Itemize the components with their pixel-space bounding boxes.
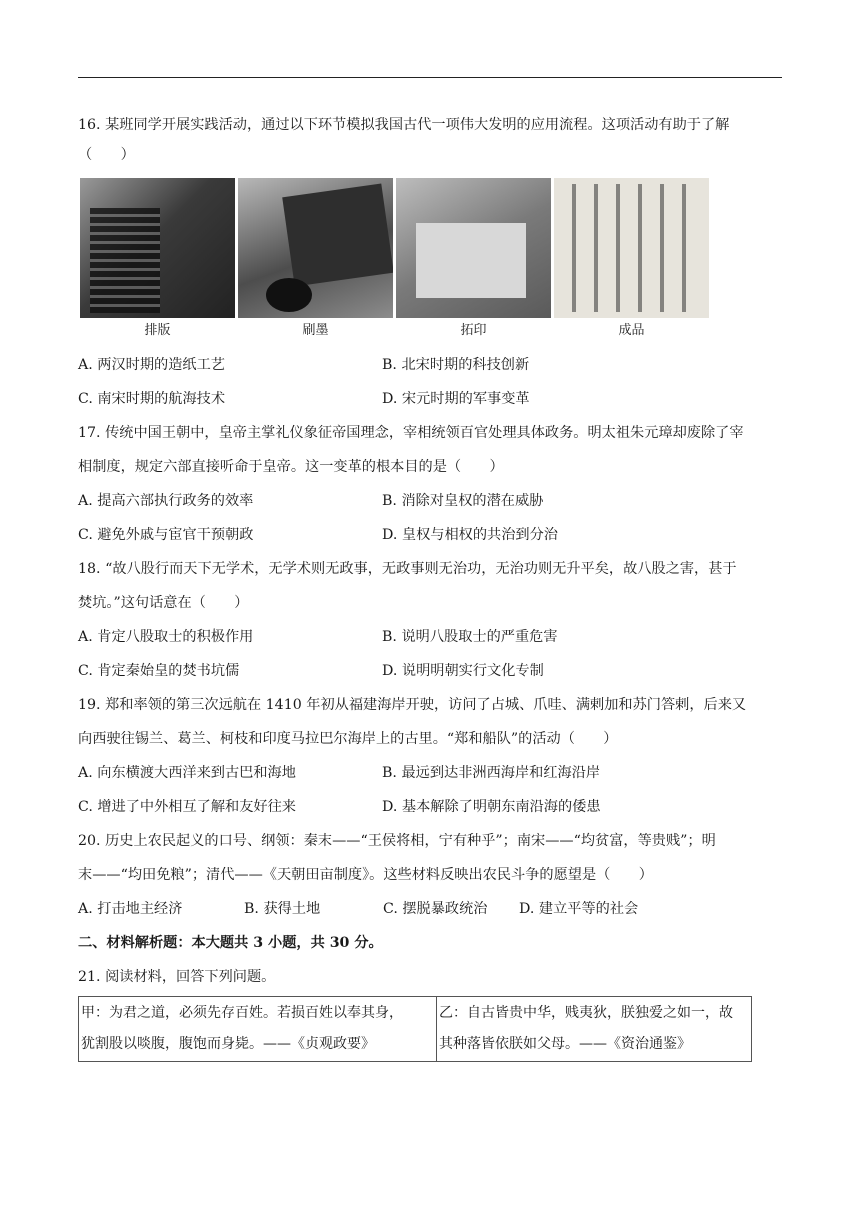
q16-stem-line1: 16. 某班同学开展实践活动，通过以下环节模拟我国古代一项伟大发明的应用流程。这项活动有助于了解 xyxy=(78,117,730,133)
material-b-line2: 其种落皆依朕如父母。——《资治通鉴》 xyxy=(439,1036,691,1052)
question-19 xyxy=(78,688,783,824)
question-17 xyxy=(78,416,783,552)
q18-options-row2 xyxy=(78,654,783,688)
section-heading: 二、材料解析题：本大题共 3 小题，共 30 分。 xyxy=(78,935,383,951)
q20-stem-line2: 末——“均田免粮”；清代——《天朝田亩制度》。这些材料反映出农民斗争的愿望是（ ） xyxy=(78,867,653,883)
caption-typesetting: 排版 xyxy=(144,323,171,338)
q20-options-row xyxy=(78,892,783,926)
q17-options-row2 xyxy=(78,518,783,552)
q16-option-c[interactable]: C. 南宋时期的航海技术 xyxy=(78,391,226,407)
q16-option-d[interactable]: D. 宋元时期的军事变革 xyxy=(382,391,530,407)
q16-options-row2 xyxy=(78,382,783,416)
q19-option-a[interactable]: A. 向东横渡大西洋来到古巴和海地 xyxy=(78,765,296,781)
q21-stem: 21. 阅读材料，回答下列问题。 xyxy=(78,969,276,985)
q18-option-d[interactable]: D. 说明明朝实行文化专制 xyxy=(382,663,544,679)
question-20 xyxy=(78,824,783,926)
q20-stem-line1: 20. 历史上农民起义的口号、纲领：秦末——“王侯将相，宁有种乎”；南宋——“均贫富，等贵贱”；明 xyxy=(78,833,716,849)
q18-stem-line1: 18. “故八股行而天下无学术，无学术则无政事，无政事则无治功，无治功则无升平矣，故八股之害，甚于 xyxy=(78,561,737,577)
typesetting-photo xyxy=(80,178,235,318)
q18-options-row1 xyxy=(78,620,783,654)
q18-option-a[interactable]: A. 肯定八股取士的积极作用 xyxy=(78,629,254,645)
finished-print-photo xyxy=(554,178,709,318)
q20-option-d[interactable]: D. 建立平等的社会 xyxy=(519,901,639,917)
q20-option-a[interactable]: A. 打击地主经济 xyxy=(78,901,183,917)
material-b-cell xyxy=(437,997,752,1062)
q17-stem-line2: 相制度，规定六部直接听命于皇帝。这一变革的根本目的是（ ） xyxy=(78,459,504,475)
q17-stem-line1: 17. 传统中国王朝中，皇帝主掌礼仪象征帝国理念，宰相统领百官处理具体政务。明太祖朱元璋却废除了宰 xyxy=(78,425,744,441)
q21-material-table xyxy=(78,996,752,1062)
q17-option-c[interactable]: C. 避免外戚与宦官干预朝政 xyxy=(78,527,254,543)
material-b-line1: 乙：自古皆贵中华，贱夷狄，朕独爱之如一，故 xyxy=(439,1005,733,1021)
q17-option-d[interactable]: D. 皇权与相权的共治到分治 xyxy=(382,527,558,543)
q19-options-row2 xyxy=(78,790,783,824)
q19-stem-line2: 向西驶往锡兰、葛兰、柯枝和印度马拉巴尔海岸上的古里。“郑和船队”的活动（ ） xyxy=(78,731,618,747)
q19-option-b[interactable]: B. 最远到达非洲西海岸和红海沿岸 xyxy=(382,765,601,781)
q17-options-row1 xyxy=(78,484,783,518)
material-a-cell xyxy=(79,997,437,1062)
q18-stem-line2: 焚坑。”这句话意在（ ） xyxy=(78,595,249,611)
q16-option-a[interactable]: A. 两汉时期的造纸工艺 xyxy=(78,357,225,373)
question-21 xyxy=(78,960,783,1062)
q17-option-b[interactable]: B. 消除对皇权的潜在威胁 xyxy=(382,493,544,509)
rubbing-photo xyxy=(396,178,551,318)
q16-stem-line2: （ ） xyxy=(78,147,135,163)
q18-option-b[interactable]: B. 说明八股取士的严重危害 xyxy=(382,629,558,645)
question-16 xyxy=(78,108,783,416)
exam-page xyxy=(78,108,783,1062)
q20-option-b[interactable]: B. 获得土地 xyxy=(244,901,321,917)
q17-option-a[interactable]: A. 提高六部执行政务的效率 xyxy=(78,493,254,509)
q20-option-c[interactable]: C. 摆脱暴政统治 xyxy=(383,901,488,917)
material-a-line2: 犹割股以啖腹，腹饱而身毙。——《贞观政要》 xyxy=(81,1036,375,1052)
q16-photo-captions xyxy=(80,318,783,348)
q19-stem-line1: 19. 郑和率领的第三次远航在 1410 年初从福建海岸开驶，访问了占城、爪哇、满剌加和苏门答剌，后来又 xyxy=(78,697,747,713)
caption-finished: 成品 xyxy=(618,323,645,338)
q16-photo-strip xyxy=(80,178,783,318)
inking-photo xyxy=(238,178,393,318)
material-a-line1: 甲：为君之道，必须先存百姓。若损百姓以奉其身， xyxy=(81,1005,403,1021)
caption-inking: 刷墨 xyxy=(302,323,329,338)
q16-option-b[interactable]: B. 北宋时期的科技创新 xyxy=(382,357,530,373)
q16-options-row1 xyxy=(78,348,783,382)
q19-options-row1 xyxy=(78,756,783,790)
q19-option-d[interactable]: D. 基本解除了明朝东南沿海的倭患 xyxy=(382,799,601,815)
q19-option-c[interactable]: C. 增进了中外相互了解和友好往来 xyxy=(78,799,296,815)
caption-rubbing: 拓印 xyxy=(460,323,487,338)
question-18 xyxy=(78,552,783,688)
q18-option-c[interactable]: C. 肯定秦始皇的焚书坑儒 xyxy=(78,663,240,679)
header-rule xyxy=(78,77,782,78)
